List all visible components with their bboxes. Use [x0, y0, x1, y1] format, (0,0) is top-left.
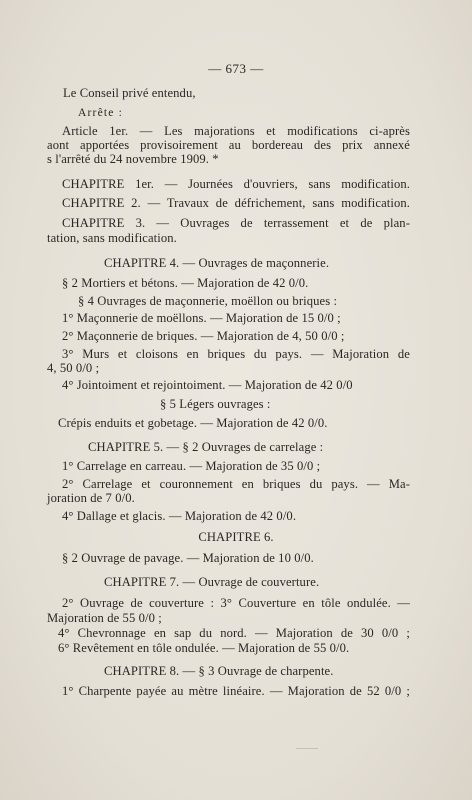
section-heading: § 5 Légers ouvrages :: [160, 397, 271, 411]
item-line: 4° Jointoiment et rejointoiment. — Majoration de 42 0/0: [62, 378, 353, 392]
item-line: 2° Ouvrage de couverture : 3° Couverture en tôle ondulée. —: [62, 596, 410, 610]
chapter-heading: CHAPITRE 8. — § 3 Ouvrage de charpente.: [104, 664, 334, 678]
chapter-line: tation, sans modification.: [47, 231, 177, 245]
chapter-line: CHAPITRE 1er. — Journées d'ouvriers, sans modification.: [62, 177, 410, 191]
item-line: 1° Charpente payée au mètre linéaire. — Majoration de 52 0/0 ;: [62, 684, 410, 698]
item-line: 1° Carrelage en carreau. — Majoration de 35 0/0 ;: [62, 459, 321, 473]
section-line: § 2 Mortiers et bétons. — Majoration de 42 0/0.: [62, 276, 309, 290]
paper-mark: [296, 748, 318, 749]
preamble-line: Le Conseil privé entendu,: [63, 86, 196, 100]
item-line: 2° Carrelage et couronnement en briques du pays. — Ma-: [62, 477, 410, 491]
item-line: 4, 50 0/0 ;: [47, 361, 100, 375]
item-line: 6° Revêtement en tôle ondulée. — Majoration de 55 0/0.: [58, 641, 350, 655]
item-line: 4° Dallage et glacis. — Majoration de 42 0/0.: [62, 509, 297, 523]
item-line: Majoration de 55 0/0 ;: [47, 611, 162, 625]
item-line: 2° Maçonnerie de briques. — Majoration de 4, 50 0/0 ;: [62, 329, 345, 343]
chapter-line: CHAPITRE 2. — Travaux de défrichement, sans modification.: [62, 196, 410, 210]
section-heading: § 4 Ouvrages de maçonnerie, moëllon ou briques :: [78, 294, 338, 308]
article-line: s l'arrêté du 24 novembre 1909. *: [47, 152, 219, 166]
item-line: 1° Maçonnerie de moëllons. — Majoration de 15 0/0 ;: [62, 311, 341, 325]
chapter-heading: CHAPITRE 5. — § 2 Ouvrages de carrelage :: [88, 440, 324, 454]
chapter-heading: CHAPITRE 4. — Ouvrages de maçonnerie.: [104, 256, 330, 270]
item-line: Crépis enduits et gobetage. — Majoration de 42 0/0.: [58, 416, 328, 430]
item-line: 3° Murs et cloisons en briques du pays. — Majoration de: [62, 347, 410, 361]
chapter-heading: CHAPITRE 6.: [198, 530, 274, 544]
chapter-heading: CHAPITRE 7. — Ouvrage de couverture.: [104, 575, 320, 589]
chapter-line: CHAPITRE 3. — Ouvrages de terrassement et de plan-: [62, 216, 410, 230]
item-line: joration de 7 0/0.: [47, 491, 135, 505]
page-number: — 673 —: [208, 61, 264, 76]
arrete-heading: Arrête :: [78, 107, 124, 119]
item-line: 4° Chevronnage en sap du nord. — Majoration de 30 0/0 ;: [58, 626, 410, 640]
article-line: Article 1er. — Les majorations et modifications ci-après: [62, 124, 410, 138]
section-line: § 2 Ouvrage de pavage. — Majoration de 10 0/0.: [62, 551, 314, 565]
article-line: aont apportées provisoirement au bordereau des prix annexé: [47, 138, 410, 152]
